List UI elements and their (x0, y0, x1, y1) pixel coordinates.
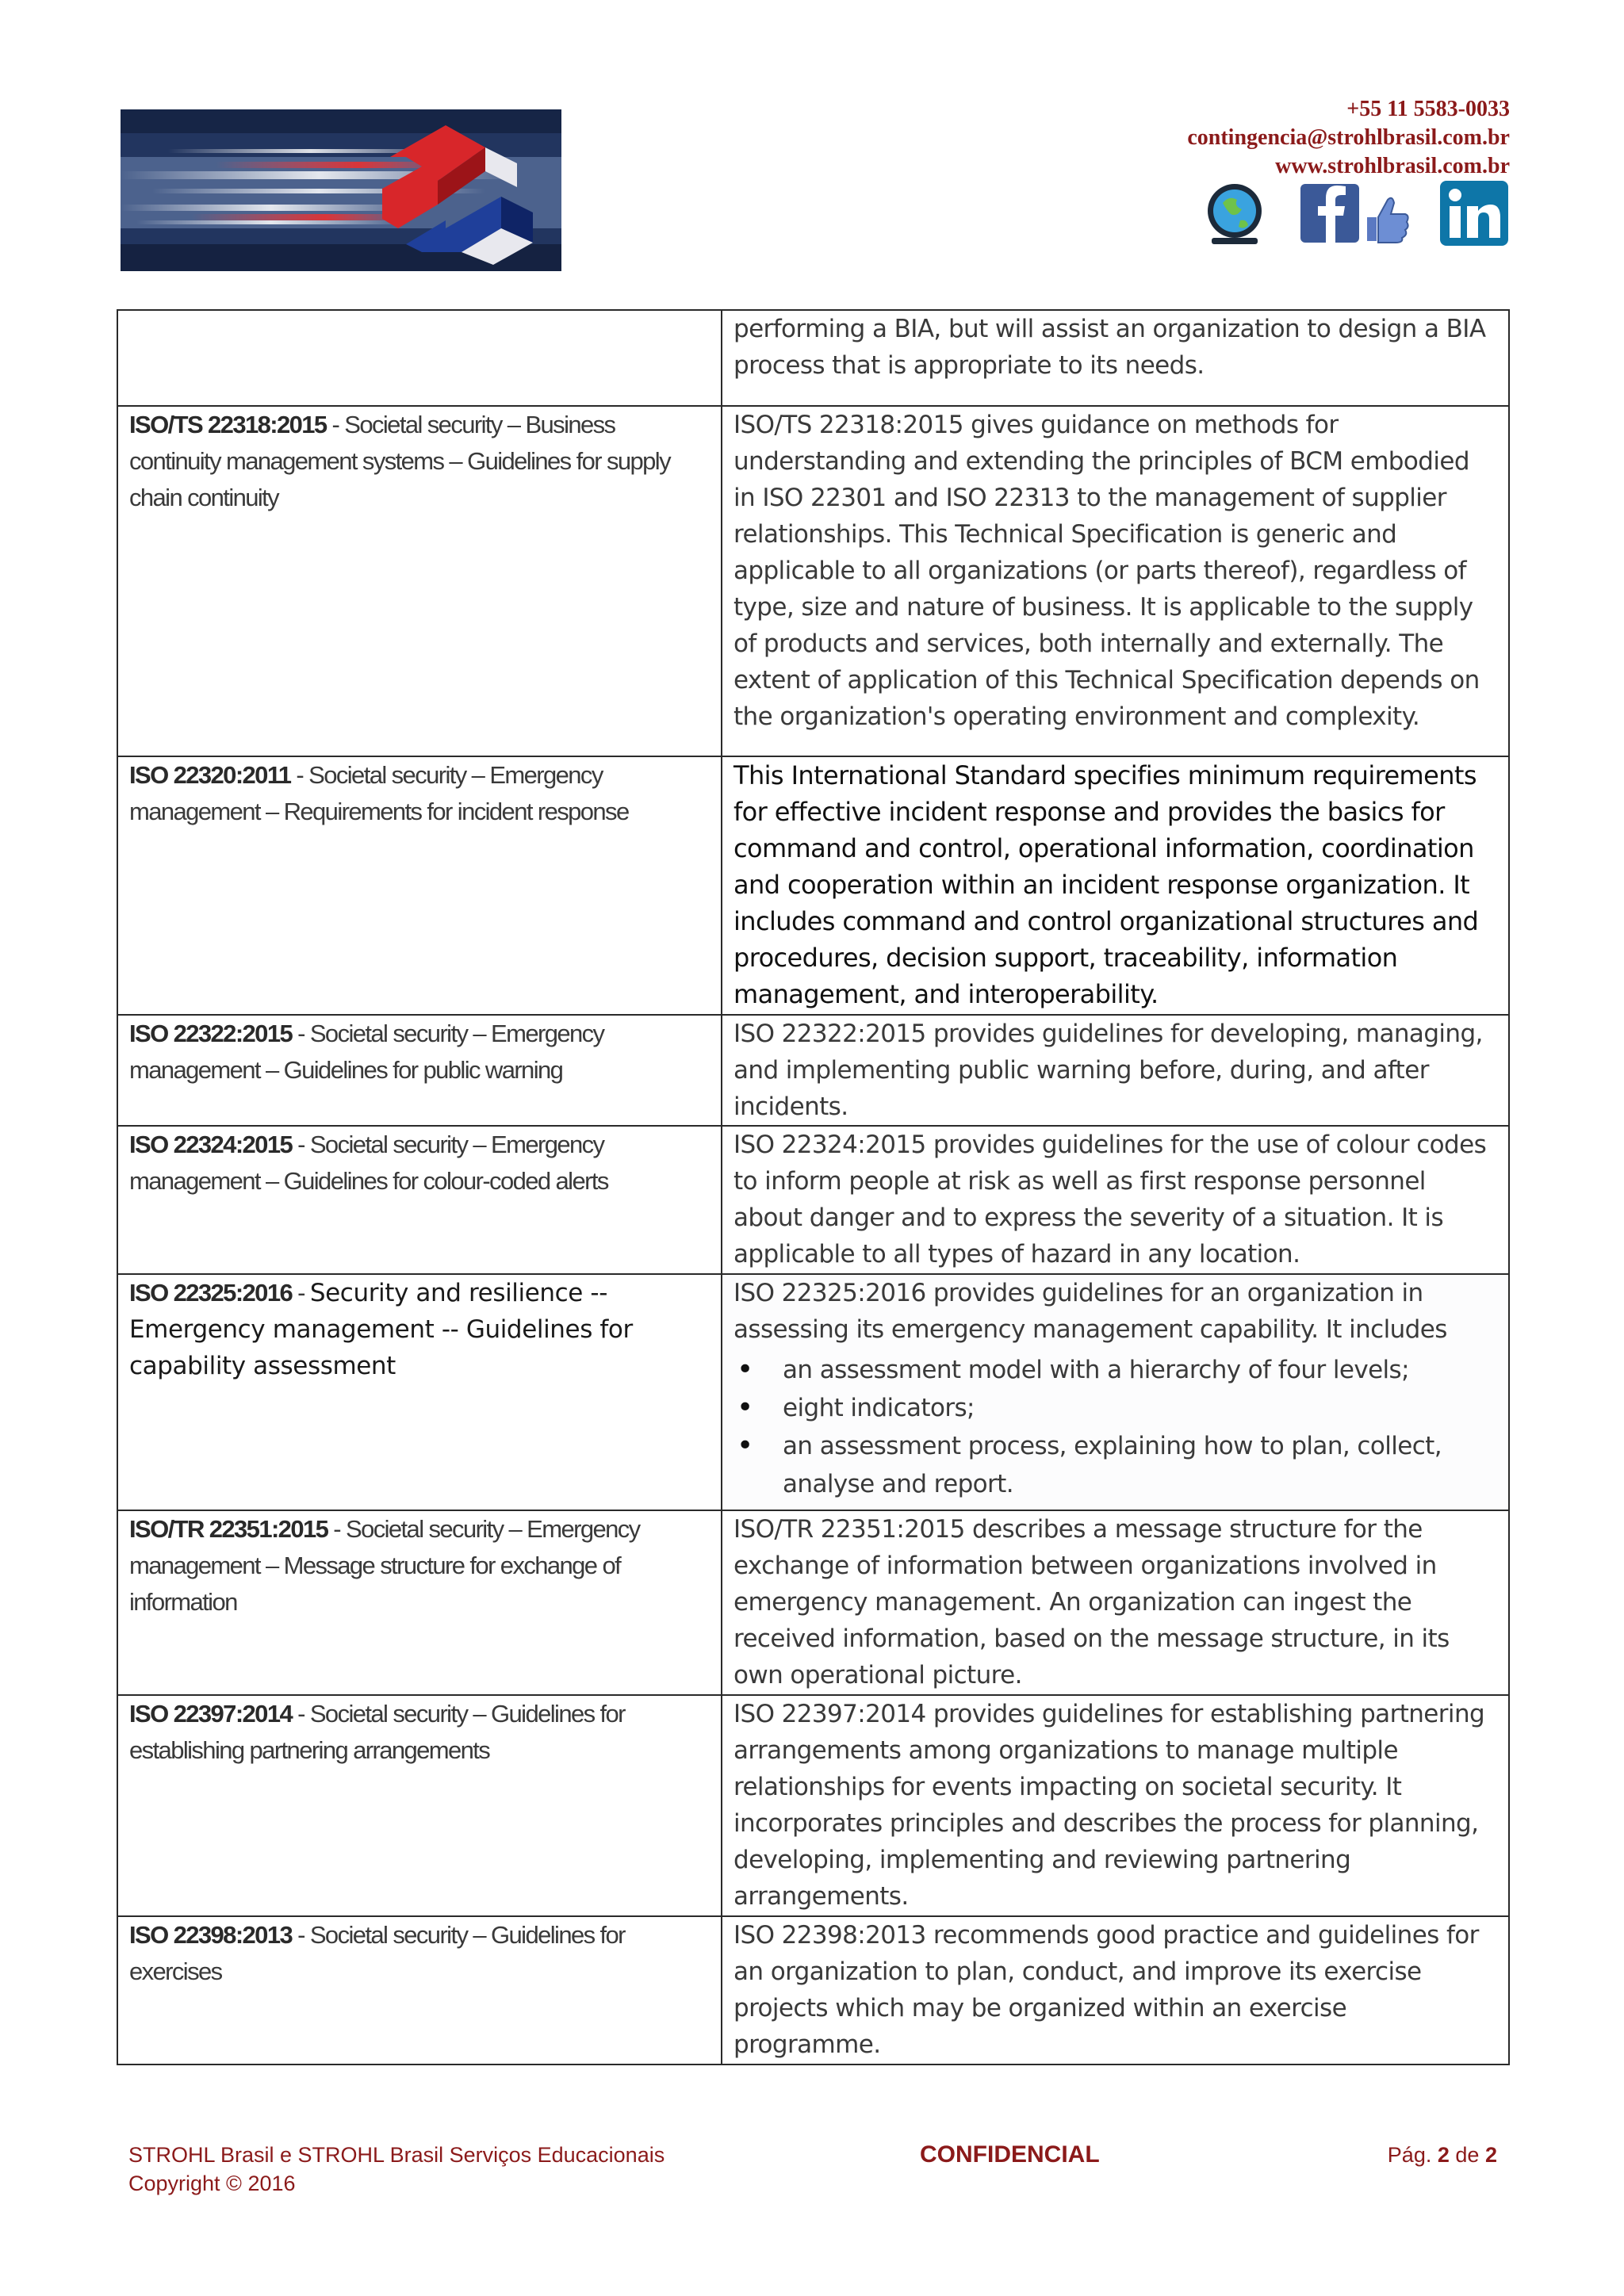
strohl-logo-icon (121, 109, 561, 271)
description-text: ISO 22325:2016 provides guidelines for an organization in assessing its emergency management capability. It includes (733, 1279, 1447, 1344)
phone-number: +55 11 5583-0033 (1346, 97, 1510, 121)
page-total: 2 (1484, 2143, 1497, 2167)
description-cell: ISO 22322:2015 provides guidelines for developing, managing, and implementing public warning before, during, and after incidents. (722, 1015, 1509, 1126)
standard-cell (117, 310, 722, 406)
email-link[interactable]: contingencia@strohlbrasil.com.br (1187, 125, 1510, 150)
separator: - (292, 1131, 310, 1158)
description-cell (722, 1274, 1509, 1510)
footer-company (128, 2141, 665, 2198)
iso-standards-table (117, 309, 1510, 2065)
standard-title: Societal security – Emergency management – Guidelines for colour-coded alerts (129, 1131, 608, 1195)
company-logo (121, 109, 561, 271)
globe-icon[interactable] (1199, 179, 1270, 247)
table-row (117, 1015, 1509, 1126)
standard-code: ISO/TS 22318:2015 (129, 411, 327, 438)
description-cell: performing a BIA, but will assist an organization to design a BIA process that is appropriate to its needs. (722, 310, 1509, 406)
separator: - (292, 1279, 310, 1307)
standard-cell (117, 406, 722, 756)
standard-code: ISO 22325:2016 (129, 1279, 293, 1307)
contact-block (1187, 95, 1510, 181)
standard-title: Societal security – Guidelines for exercises (129, 1921, 625, 1985)
standard-code: ISO/TR 22351:2015 (129, 1515, 328, 1543)
table-row (117, 756, 1509, 1015)
separator: - (292, 1700, 310, 1728)
standard-code: ISO 22320:2011 (129, 761, 291, 789)
separator: - (290, 761, 309, 789)
description-cell: This International Standard specifies minimum requirements for effective incident response and provides the basics for command and control, operational information, coordination and cooperation within an incident response organization. It includes command and control organizational structures and procedures, decision support, traceability, information management, and interoperability. (722, 756, 1509, 1015)
separator: - (327, 1515, 346, 1543)
standard-code: ISO 22324:2015 (129, 1131, 293, 1158)
description-cell: ISO/TR 22351:2015 describes a message structure for the exchange of information between organizations involved in emergency management. An organization can ingest the received information, based on the message structure, in its own operational picture. (722, 1510, 1509, 1695)
table-row (117, 1916, 1509, 2064)
page-of: de (1455, 2143, 1480, 2167)
table-row (117, 1510, 1509, 1695)
table-row (117, 1274, 1509, 1510)
description-cell: ISO 22398:2013 recommends good practice and guidelines for an organization to plan, conduct, and improve its exercise projects which may be organized within an exercise programme. (722, 1916, 1509, 2064)
list-item: • eight indicators; (733, 1389, 1497, 1427)
list-item: • an assessment process, explaining how to plan, collect, analyse and report. (733, 1427, 1497, 1503)
facebook-like-icon[interactable] (1300, 179, 1413, 247)
standard-cell (117, 1916, 722, 2064)
standard-title: Societal security – Emergency management – Guidelines for public warning (129, 1020, 604, 1084)
page-number (1388, 2141, 1497, 2169)
table-row (117, 406, 1509, 756)
table-row (117, 1126, 1509, 1274)
table-row (117, 310, 1509, 406)
standard-title: Societal security – Emergency management – Message structure for exchange of information (129, 1515, 640, 1616)
copyright: Copyright © 2016 (128, 2172, 296, 2195)
standard-code: ISO 22397:2014 (129, 1700, 293, 1728)
description-cell: ISO 22324:2015 provides guidelines for the use of colour codes to inform people at risk as well as first response personnel about danger and to express the severity of a situation. It is applicable to all types of hazard in any location. (722, 1126, 1509, 1274)
separator: - (326, 411, 345, 438)
linkedin-icon[interactable] (1438, 179, 1510, 247)
standard-cell (117, 1695, 722, 1916)
description-cell: ISO/TS 22318:2015 gives guidance on methods for understanding and extending the principles of BCM embodied in ISO 22301 and ISO 22313 to the management of supplier relationships. This Technical Specification is generic and applicable to all organizations (or parts thereof), regardless of type, size and nature of business. It is applicable to the supply of products and services, both internally and externally. The extent of application of this Technical Specification depends on the organization's operating environment and complexity. (722, 406, 1509, 756)
table-row (117, 1695, 1509, 1916)
standard-code: ISO 22322:2015 (129, 1020, 293, 1047)
standard-cell (117, 1015, 722, 1126)
standard-cell (117, 1510, 722, 1695)
company-name: STROHL Brasil e STROHL Brasil Serviços Educacionais (128, 2143, 665, 2167)
separator: - (292, 1020, 310, 1047)
standard-cell (117, 1126, 722, 1274)
separator: - (292, 1921, 310, 1949)
standard-title: Societal security – Emergency management – Requirements for incident response (129, 761, 629, 825)
list-item: • an assessment model with a hierarchy of four levels; (733, 1351, 1497, 1389)
standard-code: ISO 22398:2013 (129, 1921, 293, 1949)
website-link[interactable]: www.strohlbrasil.com.br (1275, 154, 1510, 178)
standard-title: Societal security – Guidelines for establishing partnering arrangements (129, 1700, 625, 1764)
standard-cell (117, 1274, 722, 1510)
standard-title: Societal security – Business continuity management systems – Guidelines for supply chain continuity (129, 411, 670, 511)
bullet-list (733, 1351, 1497, 1503)
page-prefix: Pág. (1387, 2143, 1432, 2167)
standard-cell (117, 756, 722, 1015)
confidential-label: CONFIDENCIAL (920, 2141, 1100, 2168)
page-current: 2 (1437, 2143, 1450, 2167)
description-cell: ISO 22397:2014 provides guidelines for establishing partnering arrangements among organizations to manage multiple relationships for events impacting on societal security. It incorporates principles and describes the process for planning, developing, implementing and reviewing partnering arrangements. (722, 1695, 1509, 1916)
standard-title: Security and resilience -- Emergency management -- Guidelines for capability assessment (129, 1279, 633, 1380)
